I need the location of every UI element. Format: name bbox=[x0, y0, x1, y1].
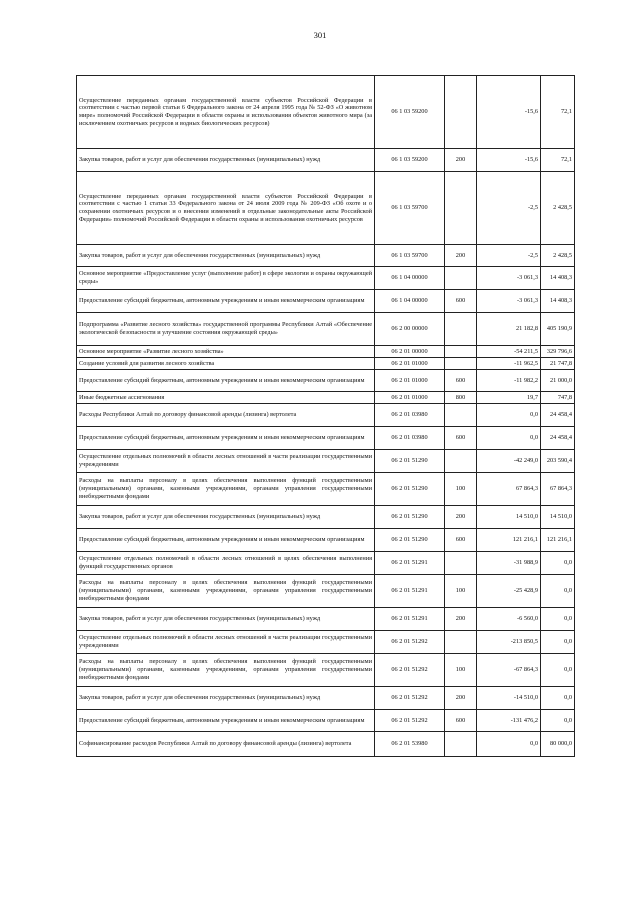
total-amount-cell: 0,0 bbox=[541, 552, 575, 575]
expense-name-cell: Создание условий для развития лесного хозяйства bbox=[77, 358, 375, 370]
table-row bbox=[77, 427, 575, 450]
table-row bbox=[77, 654, 575, 687]
expense-type-cell bbox=[445, 267, 477, 290]
expense-type-cell: 200 bbox=[445, 149, 477, 172]
expense-name-cell: Иные бюджетные ассигнования bbox=[77, 392, 375, 404]
change-amount-cell: 19,7 bbox=[477, 392, 541, 404]
expense-type-cell: 600 bbox=[445, 290, 477, 313]
expense-type-cell bbox=[445, 631, 477, 654]
target-code-cell: 06 2 01 01000 bbox=[375, 358, 445, 370]
target-code-cell: 06 2 01 01000 bbox=[375, 370, 445, 392]
budget-table-body bbox=[77, 76, 575, 757]
expense-name-cell: Осуществление переданных органам государственной власти субъектов Российской Федерации в соответствии с частью первой статьи 6 Федерального закона от 24 апреля 1995 года № 52-ФЗ «О животном мире» полномочий Российской Федерации в области охраны и использования объектов животного мира (за исключением охотничьих ресурсов и водных биологических ресурсов) bbox=[77, 76, 375, 149]
change-amount-cell: -2,5 bbox=[477, 245, 541, 267]
total-amount-cell: 203 590,4 bbox=[541, 450, 575, 473]
expense-name-cell: Подпрограмма «Развитие лесного хозяйства» государственной программы Республики Алтай «Обеспечение экологической безопасности и улучшение состояния окружающей среды» bbox=[77, 313, 375, 346]
target-code-cell: 06 2 01 51292 bbox=[375, 654, 445, 687]
expense-name-cell: Предоставление субсидий бюджетным, автономным учреждениям и иным некоммерческим организациям bbox=[77, 427, 375, 450]
total-amount-cell: 21 747,8 bbox=[541, 358, 575, 370]
target-code-cell: 06 2 01 00000 bbox=[375, 346, 445, 358]
table-row bbox=[77, 450, 575, 473]
total-amount-cell: 0,0 bbox=[541, 687, 575, 710]
table-row bbox=[77, 404, 575, 427]
total-amount-cell: 747,8 bbox=[541, 392, 575, 404]
total-amount-cell: 67 864,3 bbox=[541, 473, 575, 506]
table-row bbox=[77, 313, 575, 346]
table-row bbox=[77, 392, 575, 404]
change-amount-cell: -31 988,9 bbox=[477, 552, 541, 575]
target-code-cell: 06 2 00 00000 bbox=[375, 313, 445, 346]
table-row bbox=[77, 346, 575, 358]
change-amount-cell: -3 061,3 bbox=[477, 267, 541, 290]
change-amount-cell: 0,0 bbox=[477, 404, 541, 427]
target-code-cell: 06 2 01 51292 bbox=[375, 631, 445, 654]
expense-name-cell: Предоставление субсидий бюджетным, автономным учреждениям и иным некоммерческим организациям bbox=[77, 290, 375, 313]
expense-name-cell: Закупка товаров, работ и услуг для обеспечения государственных (муниципальных) нужд bbox=[77, 608, 375, 631]
total-amount-cell: 72,1 bbox=[541, 76, 575, 149]
expense-name-cell: Софинансирование расходов Республики Алтай по договору финансовой аренды (лизинга) вертолета bbox=[77, 732, 375, 757]
target-code-cell: 06 1 03 59700 bbox=[375, 245, 445, 267]
table-row bbox=[77, 732, 575, 757]
change-amount-cell: 121 216,1 bbox=[477, 529, 541, 552]
table-row bbox=[77, 552, 575, 575]
change-amount-cell: -213 850,5 bbox=[477, 631, 541, 654]
table-row bbox=[77, 172, 575, 245]
expense-type-cell bbox=[445, 404, 477, 427]
expense-type-cell bbox=[445, 732, 477, 757]
table-row bbox=[77, 358, 575, 370]
expense-type-cell bbox=[445, 450, 477, 473]
total-amount-cell: 80 000,0 bbox=[541, 732, 575, 757]
expense-name-cell: Закупка товаров, работ и услуг для обеспечения государственных (муниципальных) нужд bbox=[77, 687, 375, 710]
expense-name-cell: Осуществление переданных органам государственной власти субъектов Российской Федерации в соответствии с частью 1 статьи 33 Федерального закона от 24 июля 2009 года № 209-ФЗ «Об охоте и о сохранении охотничьих ресурсов и о внесении изменений в отдельные законодательные акты Российской Федерации» полномочий Российской Федерации в области охраны и использования охотничьих ресурсов bbox=[77, 172, 375, 245]
target-code-cell: 06 2 01 51292 bbox=[375, 710, 445, 732]
target-code-cell: 06 1 03 59700 bbox=[375, 172, 445, 245]
table-row bbox=[77, 529, 575, 552]
change-amount-cell: 14 510,0 bbox=[477, 506, 541, 529]
expense-name-cell: Основное мероприятие «Развитие лесного хозяйства» bbox=[77, 346, 375, 358]
total-amount-cell: 14 510,0 bbox=[541, 506, 575, 529]
total-amount-cell: 0,0 bbox=[541, 608, 575, 631]
total-amount-cell: 2 428,5 bbox=[541, 172, 575, 245]
target-code-cell: 06 2 01 51292 bbox=[375, 687, 445, 710]
total-amount-cell: 0,0 bbox=[541, 575, 575, 608]
expense-type-cell bbox=[445, 358, 477, 370]
expense-type-cell bbox=[445, 552, 477, 575]
expense-name-cell: Предоставление субсидий бюджетным, автономным учреждениям и иным некоммерческим организациям bbox=[77, 529, 375, 552]
expense-type-cell bbox=[445, 346, 477, 358]
change-amount-cell: -14 510,0 bbox=[477, 687, 541, 710]
change-amount-cell: -3 061,3 bbox=[477, 290, 541, 313]
change-amount-cell: 21 182,8 bbox=[477, 313, 541, 346]
expense-name-cell: Расходы на выплаты персоналу в целях обеспечения выполнения функций государственными (муниципальными) органами, казенными учреждениями, органами управления государственными внебюджетными фондами bbox=[77, 473, 375, 506]
target-code-cell: 06 2 01 51291 bbox=[375, 552, 445, 575]
table-row bbox=[77, 575, 575, 608]
expense-type-cell: 600 bbox=[445, 427, 477, 450]
total-amount-cell: 0,0 bbox=[541, 654, 575, 687]
expense-name-cell: Закупка товаров, работ и услуг для обеспечения государственных (муниципальных) нужд bbox=[77, 149, 375, 172]
table-row bbox=[77, 687, 575, 710]
target-code-cell: 06 1 04 00000 bbox=[375, 267, 445, 290]
total-amount-cell: 329 796,6 bbox=[541, 346, 575, 358]
expense-type-cell: 600 bbox=[445, 370, 477, 392]
expense-name-cell: Предоставление субсидий бюджетным, автономным учреждениям и иным некоммерческим организациям bbox=[77, 370, 375, 392]
change-amount-cell: -15,6 bbox=[477, 76, 541, 149]
target-code-cell: 06 2 01 03980 bbox=[375, 404, 445, 427]
expense-type-cell: 200 bbox=[445, 608, 477, 631]
change-amount-cell: -15,6 bbox=[477, 149, 541, 172]
target-code-cell: 06 2 01 53980 bbox=[375, 732, 445, 757]
table-row bbox=[77, 631, 575, 654]
budget-table bbox=[76, 75, 575, 757]
expense-type-cell: 800 bbox=[445, 392, 477, 404]
total-amount-cell: 24 458,4 bbox=[541, 427, 575, 450]
table-row bbox=[77, 710, 575, 732]
total-amount-cell: 0,0 bbox=[541, 631, 575, 654]
target-code-cell: 06 2 01 51290 bbox=[375, 473, 445, 506]
table-row bbox=[77, 370, 575, 392]
change-amount-cell: 67 864,3 bbox=[477, 473, 541, 506]
expense-type-cell: 600 bbox=[445, 710, 477, 732]
expense-name-cell: Осуществление отдельных полномочий в области лесных отношений в части реализации государственными учреждениями bbox=[77, 631, 375, 654]
expense-type-cell: 200 bbox=[445, 506, 477, 529]
expense-type-cell bbox=[445, 313, 477, 346]
expense-name-cell: Предоставление субсидий бюджетным, автономным учреждениям и иным некоммерческим организациям bbox=[77, 710, 375, 732]
expense-type-cell: 100 bbox=[445, 473, 477, 506]
target-code-cell: 06 2 01 51290 bbox=[375, 506, 445, 529]
change-amount-cell: -11 962,5 bbox=[477, 358, 541, 370]
table-row bbox=[77, 290, 575, 313]
expense-type-cell: 100 bbox=[445, 654, 477, 687]
expense-name-cell: Осуществление отдельных полномочий в области лесных отношений в целях обеспечения выполнения функций государственных органов bbox=[77, 552, 375, 575]
table-row bbox=[77, 267, 575, 290]
table-row bbox=[77, 76, 575, 149]
change-amount-cell: -6 560,0 bbox=[477, 608, 541, 631]
expense-name-cell: Расходы Республики Алтай по договору финансовой аренды (лизинга) вертолета bbox=[77, 404, 375, 427]
expense-name-cell: Осуществление отдельных полномочий в области лесных отношений в части реализации государственными учреждениями bbox=[77, 450, 375, 473]
total-amount-cell: 21 000,0 bbox=[541, 370, 575, 392]
target-code-cell: 06 1 03 59200 bbox=[375, 149, 445, 172]
expense-type-cell: 200 bbox=[445, 687, 477, 710]
table-row bbox=[77, 149, 575, 172]
total-amount-cell: 14 408,3 bbox=[541, 290, 575, 313]
target-code-cell: 06 2 01 51290 bbox=[375, 529, 445, 552]
expense-type-cell bbox=[445, 76, 477, 149]
expense-type-cell bbox=[445, 172, 477, 245]
change-amount-cell: -131 476,2 bbox=[477, 710, 541, 732]
total-amount-cell: 2 428,5 bbox=[541, 245, 575, 267]
table-row bbox=[77, 608, 575, 631]
change-amount-cell: 0,0 bbox=[477, 427, 541, 450]
expense-type-cell: 100 bbox=[445, 575, 477, 608]
change-amount-cell: -42 249,0 bbox=[477, 450, 541, 473]
change-amount-cell: -2,5 bbox=[477, 172, 541, 245]
expense-type-cell: 600 bbox=[445, 529, 477, 552]
total-amount-cell: 405 190,9 bbox=[541, 313, 575, 346]
expense-type-cell: 200 bbox=[445, 245, 477, 267]
change-amount-cell: -54 211,5 bbox=[477, 346, 541, 358]
table-row bbox=[77, 506, 575, 529]
change-amount-cell: -25 428,9 bbox=[477, 575, 541, 608]
total-amount-cell: 0,0 bbox=[541, 710, 575, 732]
change-amount-cell: 0,0 bbox=[477, 732, 541, 757]
target-code-cell: 06 2 01 51290 bbox=[375, 450, 445, 473]
change-amount-cell: -11 982,2 bbox=[477, 370, 541, 392]
target-code-cell: 06 2 01 01000 bbox=[375, 392, 445, 404]
expense-name-cell: Закупка товаров, работ и услуг для обеспечения государственных (муниципальных) нужд bbox=[77, 506, 375, 529]
expense-name-cell: Расходы на выплаты персоналу в целях обеспечения выполнения функций государственными (муниципальными) органами, казенными учреждениями, органами управления государственными внебюджетными фондами bbox=[77, 654, 375, 687]
total-amount-cell: 24 458,4 bbox=[541, 404, 575, 427]
table-row bbox=[77, 245, 575, 267]
expense-name-cell: Закупка товаров, работ и услуг для обеспечения государственных (муниципальных) нужд bbox=[77, 245, 375, 267]
total-amount-cell: 72,1 bbox=[541, 149, 575, 172]
change-amount-cell: -67 864,3 bbox=[477, 654, 541, 687]
expense-name-cell: Расходы на выплаты персоналу в целях обеспечения выполнения функций государственными (муниципальными) органами, казенными учреждениями, органами управления государственными внебюджетными фондами bbox=[77, 575, 375, 608]
total-amount-cell: 14 408,3 bbox=[541, 267, 575, 290]
target-code-cell: 06 2 01 51291 bbox=[375, 608, 445, 631]
table-row bbox=[77, 473, 575, 506]
target-code-cell: 06 1 03 59200 bbox=[375, 76, 445, 149]
expense-name-cell: Основное мероприятие «Предоставление услуг (выполнение работ) в сфере экологии и охраны окружающей среды» bbox=[77, 267, 375, 290]
page-number: 301 bbox=[313, 30, 327, 40]
target-code-cell: 06 1 04 00000 bbox=[375, 290, 445, 313]
target-code-cell: 06 2 01 51291 bbox=[375, 575, 445, 608]
total-amount-cell: 121 216,1 bbox=[541, 529, 575, 552]
target-code-cell: 06 2 01 03980 bbox=[375, 427, 445, 450]
